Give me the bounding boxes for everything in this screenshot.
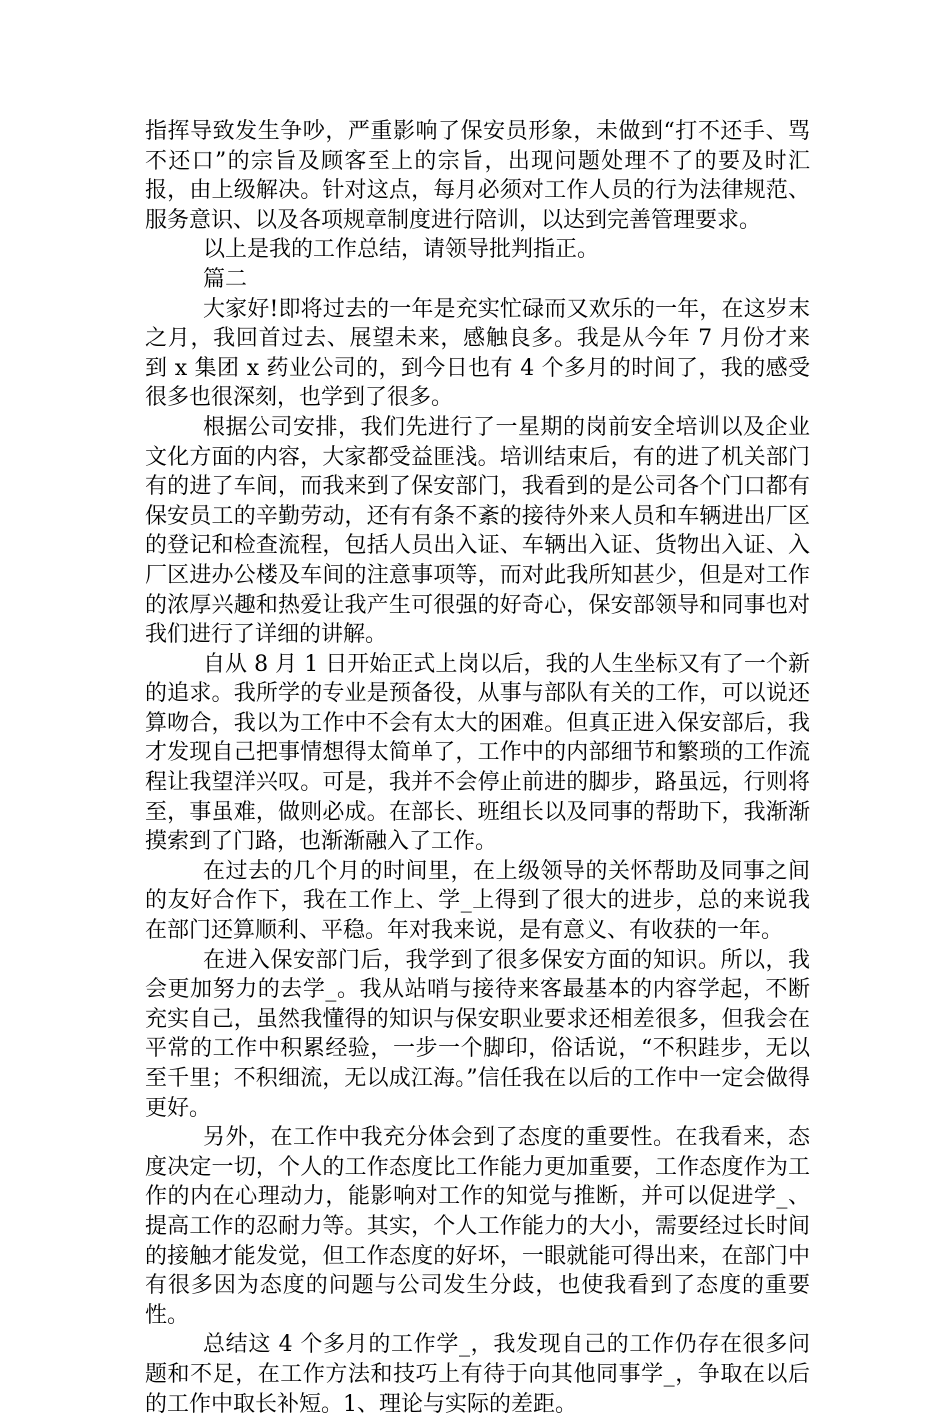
section-heading: 篇二 bbox=[203, 266, 248, 292]
paragraph-progress: 在过去的几个月的时间里，在上级领导的关怀帮助及同事之间的友好合作下，我在工作上、学_上得到了很大的进步，总的来说我在部门还算顺利、平稳。年对我来说，是有意义、有收获的一年。 bbox=[145, 858, 810, 944]
document-page bbox=[145, 117, 810, 1419]
paragraph-training: 根据公司安排，我们先进行了一星期的岗前安全培训以及企业文化方面的内容，大家都受益匪浅。培训结束后，有的进了机关部门有的进了车间，而我来到了保安部门，我看到的是公司各个门口都有保安员工的辛勤劳动，还有有条不紊的接待外来人员和车辆进出厂区的登记和检查流程，包括人员出入证、车辆出入证、货物出入证、入厂区进办公楼及车间的注意事项等，而对此我所知甚少，但是对工作的浓厚兴趣和热爱让我产生可很强的好奇心，保安部领导和同事也对我们进行了详细的讲解。 bbox=[145, 414, 810, 648]
paragraph-summary: 总结这 4 个多月的工作学_，我发现自己的工作仍存在很多问题和不足，在工作方法和技巧上有待于向其他同事学_，争取在以后的工作中取长补短。1、理论与实际的差距。 bbox=[145, 1332, 810, 1417]
paragraph-greeting: 大家好!即将过去的一年是充实忙碌而又欢乐的一年，在这岁末之月，我回首过去、展望未来，感触良多。我是从今年 7 月份才来到 x 集团 x 药业公司的，到今日也有 4 个多月的时间了，我的感受很多也很深刻，也学到了很多。 bbox=[145, 296, 810, 411]
paragraph-closing: 以上是我的工作总结，请领导批判指正。 bbox=[203, 237, 600, 263]
paragraph-continuation: 指挥导致发生争吵，严重影响了保安员形象，未做到“打不还手、骂不还口”的宗旨及顾客至上的宗旨，出现问题处理不了的要及时汇报，由上级解决。针对这点，每月必须对工作人员的行为法律规范、服务意识、以及各项规章制度进行陪训，以达到完善管理要求。 bbox=[145, 119, 810, 233]
paragraph-start-work: 自从 8 月 1 日开始正式上岗以后，我的人生坐标又有了一个新的追求。我所学的专业是预备役，从事与部队有关的工作，可以说还算吻合，我以为工作中不会有太大的困难。但真正进入保安部后，我才发现自己把事情想得太简单了，工作中的内部细节和繁琐的工作流程让我望洋兴叹。可是，我并不会停止前进的脚步，路虽远，行则将至，事虽难，做则必成。在部长、班组长以及同事的帮助下，我渐渐摸索到了门路，也渐渐融入了工作。 bbox=[145, 651, 810, 855]
paragraph-learning: 在进入保安部门后，我学到了很多保安方面的知识。所以，我会更加努力的去学_。我从站哨与接待来客最基本的内容学起，不断充实自己，虽然我懂得的知识与保安职业要求还相差很多，但我会在平常的工作中积累经验，一步一个脚印，俗话说，“不积跬步，无以至千里；不积细流，无以成江海。”信任我在以后的工作中一定会做得更好。 bbox=[145, 947, 810, 1121]
paragraph-attitude: 另外，在工作中我充分体会到了态度的重要性。在我看来，态度决定一切，个人的工作态度比工作能力更加重要，工作态度作为工作的内在心理动力，能影响对工作的知觉与推断，并可以促进学_、提高工作的忍耐力等。其实，个人工作能力的大小，需要经过长时间的接触才能发觉，但工作态度的好坏，一眼就能可得出来，在部门中有很多因为态度的问题与公司发生分歧，也使我看到了态度的重要性。 bbox=[145, 1125, 810, 1328]
